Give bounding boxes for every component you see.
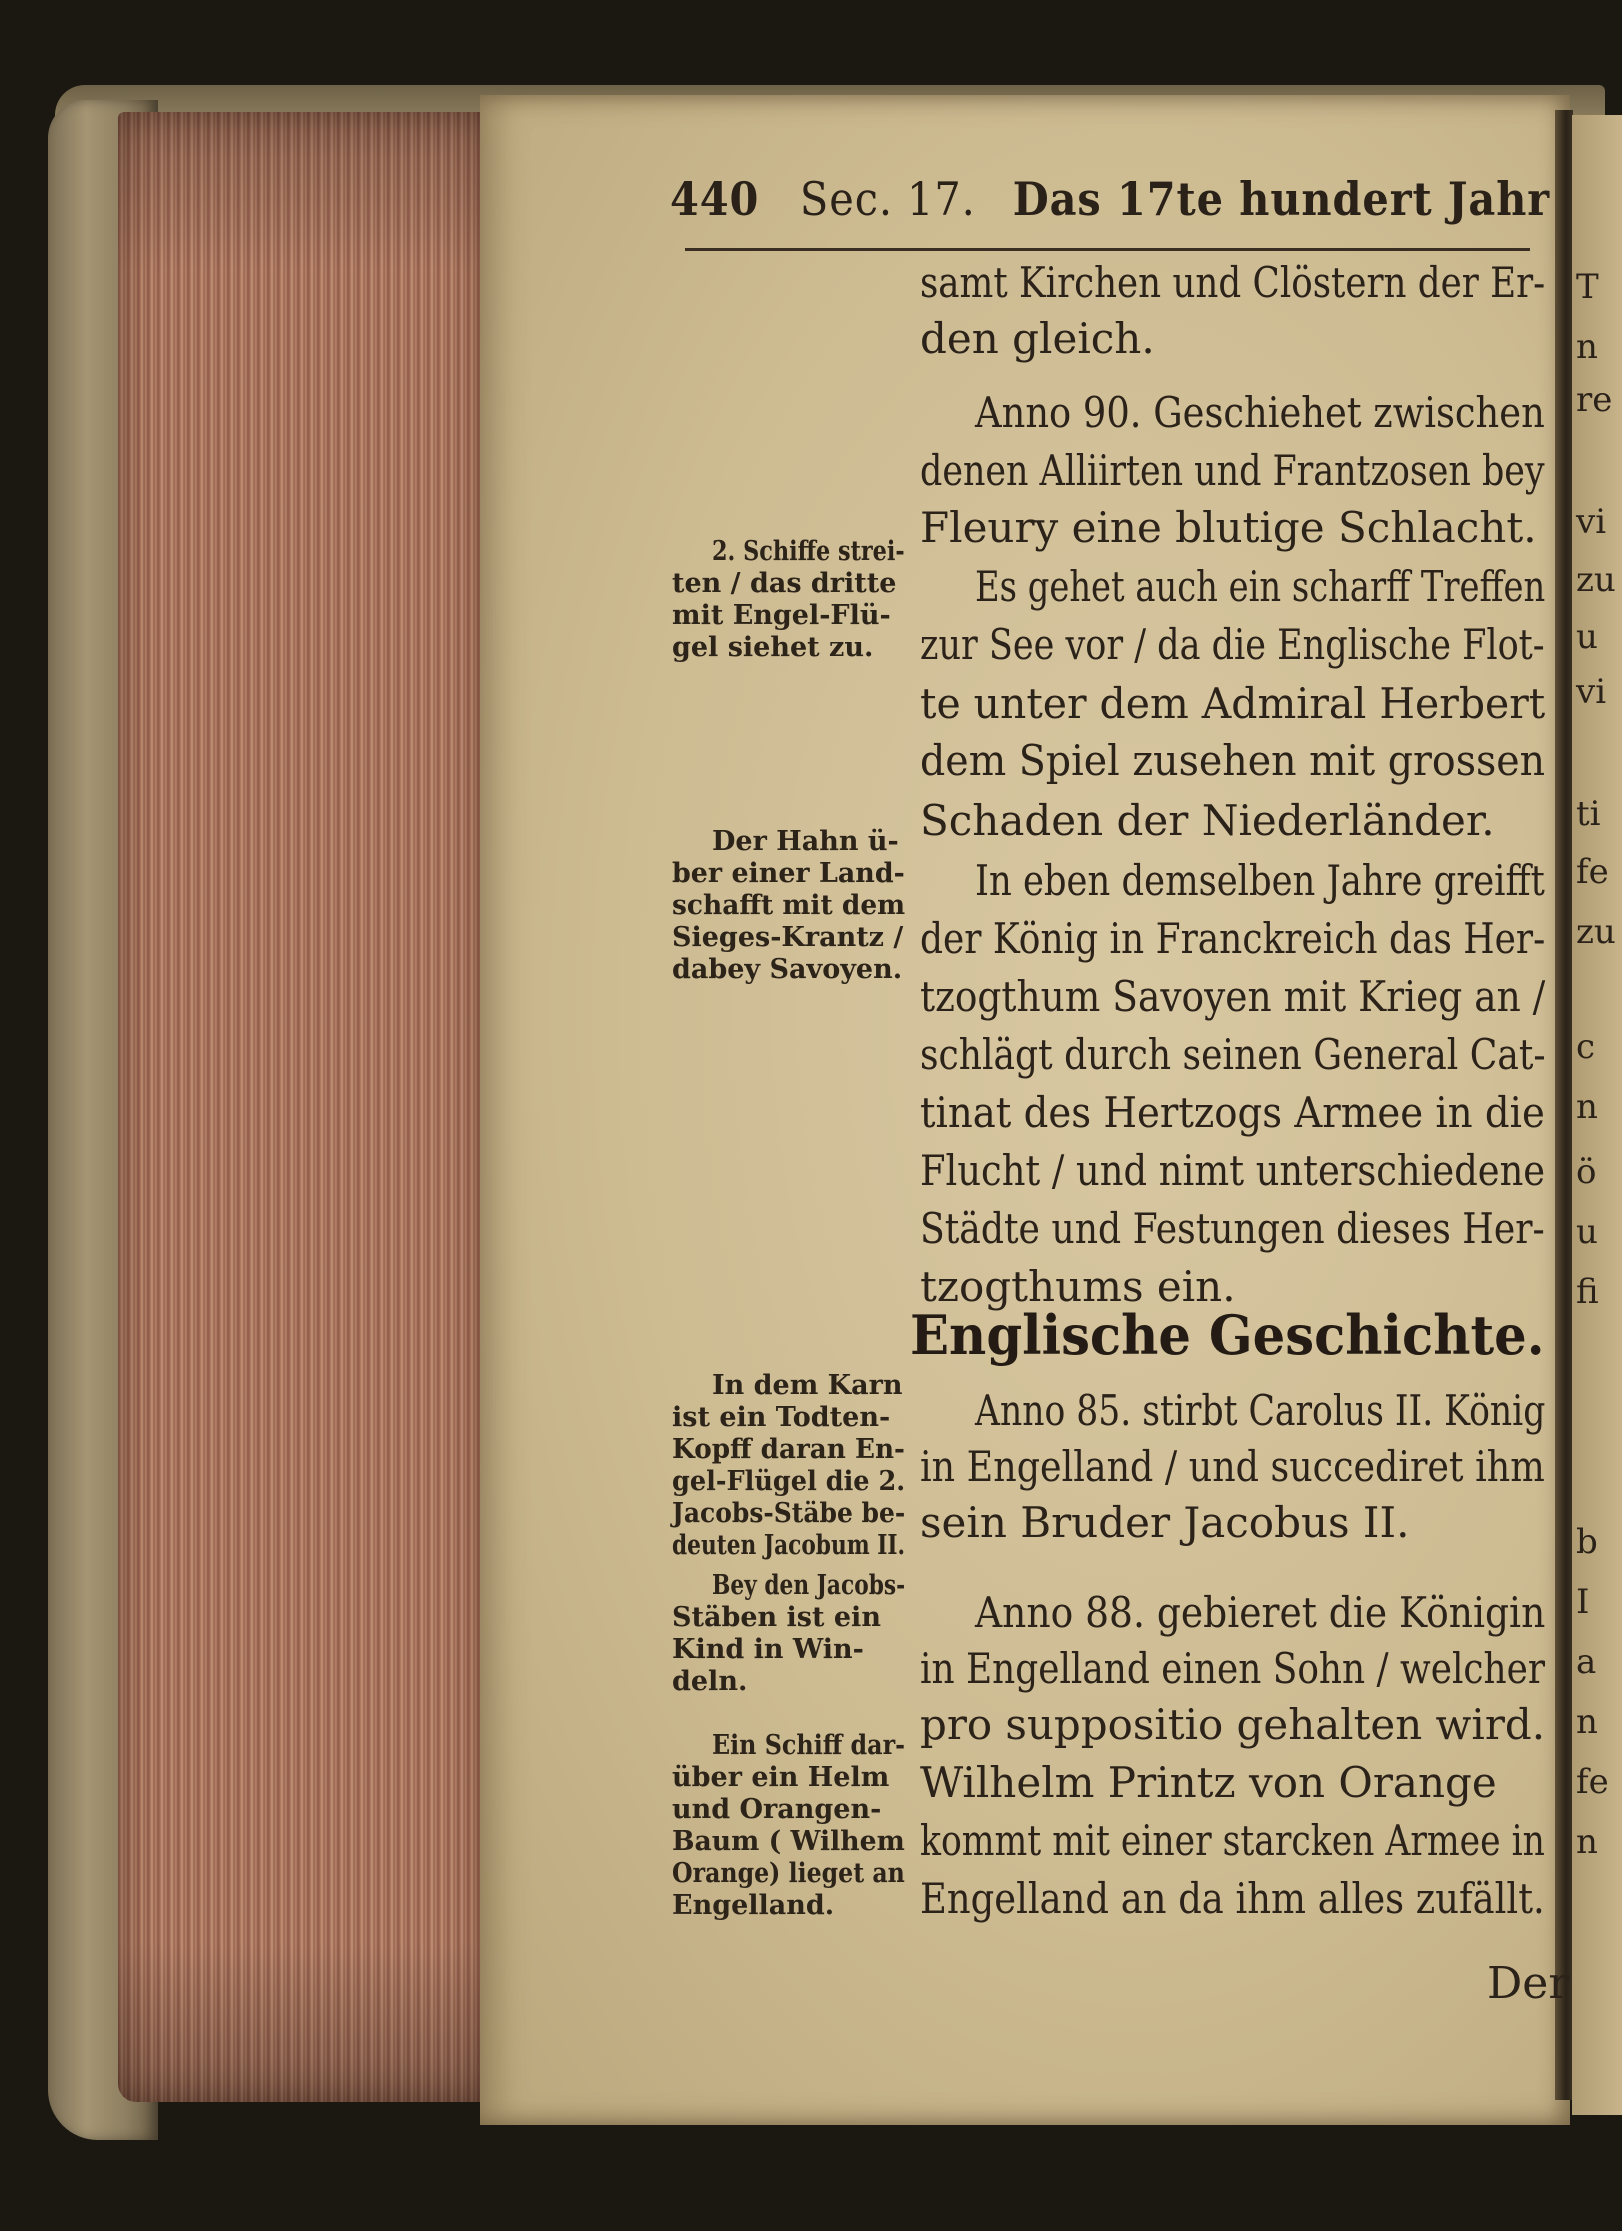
text-line: sein Bruder Jacobus II. [920, 1498, 1410, 1547]
text-line: tzogthum Savoyen mit Krieg an / [920, 972, 1546, 1021]
section-heading: Englische Geschichte. [910, 1303, 1545, 1367]
margin-note-line: ber einer Land- [672, 858, 905, 889]
running-head [670, 172, 1551, 226]
facing-fragment: fe [1576, 852, 1609, 892]
text-line: schlägt durch seinen General Cat- [920, 1030, 1546, 1079]
text-line: Anno 88. gebieret die Königin [975, 1588, 1546, 1637]
margin-note-line: Der Hahn ü- [712, 826, 899, 857]
page-number: 440 [670, 172, 760, 226]
running-title: Das 17te hundert Jahr [1012, 172, 1551, 226]
facing-fragment: ti [1576, 794, 1601, 834]
book-gutter [1555, 110, 1573, 2100]
margin-note-line: über ein Helm [672, 1762, 890, 1793]
text-line: den gleich. [920, 314, 1155, 363]
facing-fragment: vi [1576, 672, 1607, 712]
margin-note-line: schafft mit dem [672, 890, 906, 921]
margin-note-line: Stäben ist ein [672, 1602, 881, 1633]
margin-note-line: ist ein Todten- [672, 1402, 891, 1433]
facing-fragment: re [1576, 380, 1613, 420]
text-line: pro suppositio gehalten wird. [920, 1700, 1546, 1749]
margin-note-line: Sieges-Krantz / [672, 922, 904, 953]
text-line: Städte und Festungen dieses Her- [920, 1204, 1545, 1253]
margin-note-line: Orange) lieget an [672, 1858, 905, 1889]
text-line: tzogthums ein. [920, 1262, 1236, 1311]
facing-fragment: c [1576, 1027, 1596, 1067]
margin-note-line: 2. Schiffe strei- [712, 536, 905, 567]
text-line: samt Kirchen und Clöstern der Er- [920, 258, 1546, 307]
facing-fragment: T [1576, 267, 1599, 307]
text-line: tinat des Hertzogs Armee in die [920, 1088, 1545, 1137]
facing-fragment: fi [1576, 1272, 1599, 1312]
margin-note-line: Kind in Win- [672, 1634, 864, 1665]
page-edges [118, 112, 488, 2102]
margin-note-line: Baum ( Wilhem [672, 1826, 905, 1857]
text-line: kommt mit einer starcken Armee in [920, 1816, 1545, 1865]
text-line: denen Alliirten und Frantzosen bey [920, 446, 1545, 495]
header-rule [685, 248, 1530, 251]
text-line: zur See vor / da die Englische Flot- [920, 620, 1545, 669]
margin-note-line: Kopff daran En- [672, 1434, 905, 1465]
facing-fragment: n [1576, 327, 1598, 367]
margin-note-line: mit Engel-Flü- [672, 600, 891, 631]
margin-note-line: Jacobs-Stäbe be- [672, 1498, 906, 1529]
text-line: Fleury eine blutige Schlacht. [920, 503, 1537, 552]
margin-note-line: gel siehet zu. [672, 632, 874, 663]
margin-note-line: Bey den Jacobs- [712, 1570, 906, 1601]
margin-note-line: dabey Savoyen. [672, 954, 903, 985]
text-line: in Engelland / und succediret ihm [920, 1442, 1545, 1491]
facing-fragment: n [1576, 1702, 1598, 1742]
margin-note-line: deln. [672, 1666, 748, 1697]
text-line: Wilhelm Printz von Orange [920, 1758, 1497, 1807]
text-line: Engelland an da ihm alles zufällt. [920, 1874, 1545, 1923]
margin-note-line: deuten Jacobum II. [672, 1530, 906, 1561]
margin-note-line: ten / das dritte [672, 568, 897, 599]
text-line: dem Spiel zusehen mit grossen [920, 736, 1546, 785]
margin-note-line: Ein Schiff dar- [712, 1730, 905, 1761]
facing-fragment: fe [1576, 1762, 1609, 1802]
facing-fragment: I [1576, 1582, 1590, 1622]
text-line: Schaden der Niederländer. [920, 796, 1495, 845]
catchword: Der [1487, 1958, 1570, 2009]
facing-page [1572, 115, 1622, 2115]
facing-fragment: n [1576, 1822, 1598, 1862]
margin-note-line: In dem Karn [712, 1370, 903, 1401]
facing-fragment: ö [1576, 1152, 1597, 1192]
text-line: Flucht / und nimt unterschiedene [920, 1146, 1546, 1195]
facing-fragment: a [1576, 1642, 1597, 1682]
text-line: in Engelland einen Sohn / welcher [920, 1644, 1545, 1693]
facing-fragment: b [1576, 1522, 1598, 1562]
margin-note-line: und Orangen- [672, 1794, 882, 1825]
facing-fragment: u [1576, 617, 1598, 657]
facing-fragment: vi [1576, 502, 1607, 542]
text-line: te unter dem Admiral Herbert [920, 679, 1546, 728]
text-line: Anno 90. Geschiehet zwischen [975, 388, 1545, 437]
margin-note-line: gel-Flügel die 2. [672, 1466, 906, 1497]
text-line: der König in Franckreich das Her- [920, 914, 1546, 963]
facing-fragment: n [1576, 1087, 1598, 1127]
facing-fragment: u [1576, 1212, 1598, 1252]
text-line: Es gehet auch ein scharff Treffen [975, 562, 1546, 611]
facing-fragment: zu [1576, 560, 1616, 600]
margin-note-line: Engelland. [672, 1890, 835, 1921]
section-number: Sec. 17. [799, 172, 976, 226]
text-line: In eben demselben Jahre greifft [975, 856, 1545, 905]
text-line: Anno 85. stirbt Carolus II. König [975, 1386, 1546, 1435]
facing-fragment: zu [1576, 912, 1616, 952]
